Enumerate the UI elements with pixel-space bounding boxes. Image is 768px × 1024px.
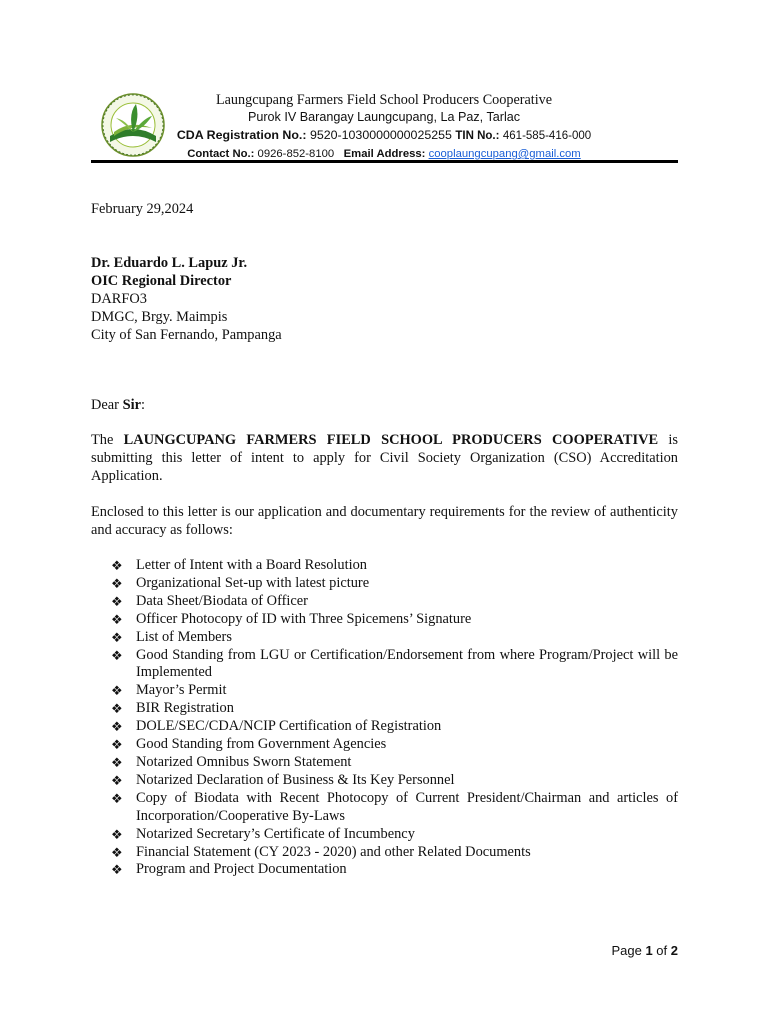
email-label: Email Address: [343,148,426,160]
contact-value: 0926-852-8100 [257,148,335,160]
diamond-bullet-icon: ❖ [111,593,123,609]
requirement-text: Letter of Intent with a Board Resolution [136,557,367,573]
diamond-bullet-icon: ❖ [111,575,123,591]
requirement-text: Notarized Omnibus Sworn Statement [136,753,352,770]
list-item [91,718,678,736]
requirement-text: Data Sheet/Biodata of Officer [136,592,308,609]
requirement-text: Officer Photocopy of ID with Three Spicemens’ Signature [136,610,472,627]
list-item [91,826,678,844]
list-item [91,790,678,826]
diamond-bullet-icon: ❖ [111,737,123,753]
recipient-address-line-1: DMGC, Brgy. Maimpis [91,308,228,325]
requirement-text: DOLE/SEC/CDA/NCIP Certification of Registration [136,718,442,735]
list-item [91,736,678,754]
requirement-text: Financial Statement (CY 2023 - 2020) and other Related Documents [136,843,531,860]
list-item [91,593,678,611]
diamond-bullet-icon: ❖ [111,683,123,699]
enclosure-paragraph: Enclosed to this letter is our application and documentary requirements for the review of authenticity and accuracy as follows: [91,504,678,538]
diamond-bullet-icon: ❖ [111,647,123,663]
requirement-text: Good Standing from Government Agencies [136,736,387,753]
list-item [91,557,678,575]
requirement-text: Copy of Biodata with Recent Photocopy of Current President/Chairman and articles of Incorporation/Cooperative By-Laws [136,789,678,824]
list-item [91,772,678,790]
diamond-bullet-icon: ❖ [111,826,123,842]
list-item [91,629,678,647]
requirements-list [91,557,678,879]
page-number [611,943,678,958]
requirement-text: BIR Registration [136,700,234,717]
requirement-text: Organizational Set-up with latest picture [136,574,370,591]
recipient-address-line-2: City of San Fernando, Pampanga [91,326,282,343]
diamond-bullet-icon: ❖ [111,862,123,878]
recipient-block [91,255,678,345]
diamond-bullet-icon: ❖ [111,719,123,735]
list-item [91,647,678,683]
list-item [91,844,678,862]
recipient-name: Dr. Eduardo L. Lapuz Jr. [91,255,248,271]
diamond-bullet-icon: ❖ [111,772,123,788]
letter-date: February 29,2024 [91,201,194,217]
diamond-bullet-icon: ❖ [111,844,123,860]
diamond-bullet-icon: ❖ [111,754,123,770]
salutation [91,397,678,415]
tin-label: TIN No.: [455,130,500,142]
cda-label: CDA Registration No.: [176,128,307,142]
letterhead [170,92,598,163]
cda-value: 9520-1030000000025255 [309,128,452,142]
requirement-text: List of Members [136,628,232,645]
header-divider [91,160,678,163]
list-item [91,754,678,772]
page-total: 2 [670,943,678,958]
page-current: 1 [645,943,653,958]
requirement-text: Mayor’s Permit [136,682,227,699]
contact-label: Contact No.: [187,148,255,160]
diamond-bullet-icon: ❖ [111,629,123,645]
intent-paragraph [91,432,678,486]
list-item [91,611,678,629]
diamond-bullet-icon: ❖ [111,558,123,573]
diamond-bullet-icon: ❖ [111,790,123,806]
page-word: Page [611,943,646,958]
list-item [91,682,678,700]
org-name: Laungcupang Farmers Field School Producers Cooperative [215,92,553,108]
diamond-bullet-icon: ❖ [111,701,123,717]
salutation-suffix: : [140,397,145,413]
registration-line [170,126,598,146]
para1-rest: is submitting this letter of intent to apply for Civil Society Organization (CSO) Accreditation Application. [91,432,678,484]
cooperative-name-bold: LAUNGCUPANG FARMERS FIELD SCHOOL PRODUCERS COOPERATIVE [123,432,659,448]
list-item [91,700,678,718]
diamond-bullet-icon: ❖ [111,611,123,627]
salutation-name: Sir [122,397,141,413]
requirement-text: Good Standing from LGU or Certification/Endorsement from where Program/Project will be Implemented [136,646,678,681]
requirement-text: Notarized Secretary’s Certificate of Incumbency [136,825,415,842]
list-item [91,575,678,593]
email-link[interactable]: cooplaungcupang@gmail.com [428,148,581,160]
requirement-text: Notarized Declaration of Business & Its Key Personnel [136,771,455,788]
org-address: Purok IV Barangay Laungcupang, La Paz, Tarlac [247,110,521,124]
list-item [91,861,678,879]
requirement-text: Program and Project Documentation [136,861,347,878]
page-of: of [652,943,671,958]
cooperative-seal-logo [100,92,166,158]
salutation-prefix: Dear [91,397,123,413]
tin-value: 461-585-416-000 [502,130,592,142]
recipient-title: OIC Regional Director [91,272,232,289]
recipient-office: DARFO3 [91,290,147,307]
para1-prefix: The [91,432,124,448]
